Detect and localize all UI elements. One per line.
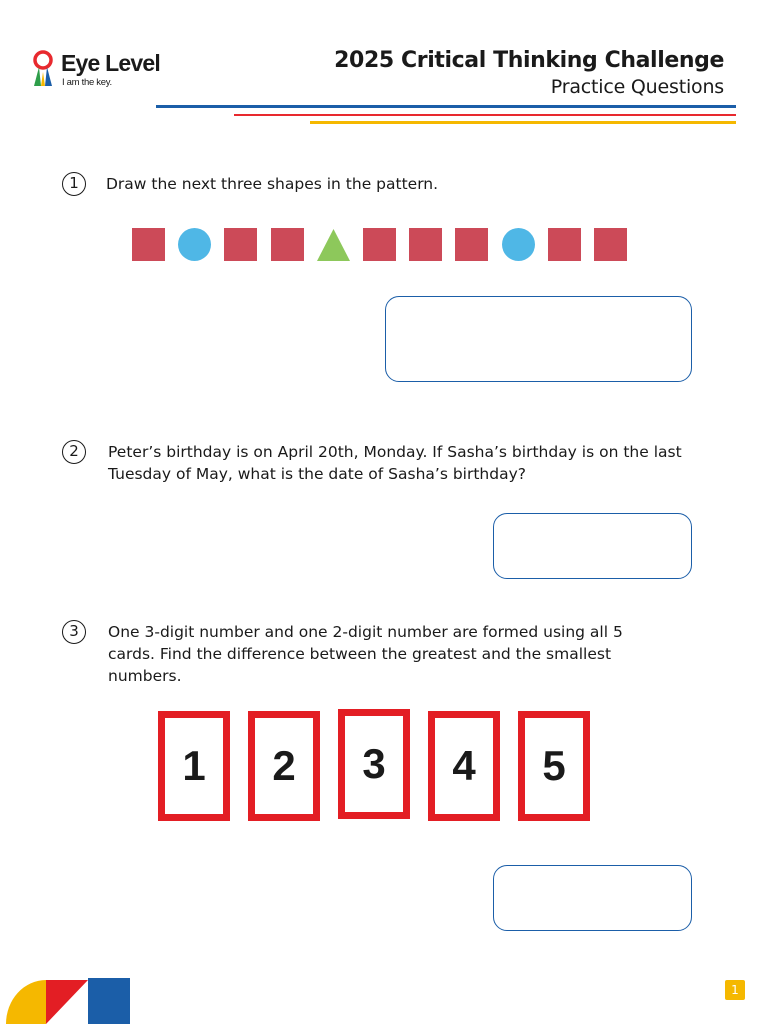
question-text-line: Peter’s birthday is on April 20th, Monday. If Sasha’s birthday is on the last bbox=[108, 443, 682, 461]
header-divider-blue bbox=[156, 105, 736, 108]
question-text-line: cards. Find the difference between the greatest and the smallest bbox=[108, 645, 612, 663]
footer-brand-shapes bbox=[0, 976, 132, 1024]
question-text-line: One 3-digit number and one 2-digit number are formed using all 5 bbox=[108, 623, 623, 641]
page-number: 1 bbox=[725, 980, 745, 1000]
question-text-line: Tuesday of May, what is the date of Sasha’s birthday? bbox=[108, 465, 526, 483]
answer-box-3[interactable] bbox=[493, 865, 692, 931]
question-text: Draw the next three shapes in the pattern. bbox=[106, 175, 439, 193]
question-number: 3 bbox=[62, 620, 86, 644]
question-number: 1 bbox=[62, 172, 86, 196]
question-text-line: numbers. bbox=[108, 667, 182, 685]
pattern-square bbox=[224, 228, 257, 261]
pattern-triangle bbox=[317, 228, 350, 261]
answer-box-2[interactable] bbox=[493, 513, 692, 579]
pattern-square bbox=[132, 228, 165, 261]
number-card-1: 1 bbox=[158, 711, 230, 821]
page-title: 2025 Critical Thinking Challenge bbox=[334, 48, 724, 73]
brand-name: Eye Level bbox=[61, 50, 160, 76]
shape-pattern bbox=[0, 226, 768, 266]
pattern-square bbox=[548, 228, 581, 261]
pattern-square bbox=[409, 228, 442, 261]
question-number: 2 bbox=[62, 440, 86, 464]
pattern-circle bbox=[502, 228, 535, 261]
header-divider-yellow bbox=[310, 121, 736, 124]
number-card-5: 5 bbox=[518, 711, 590, 821]
pattern-square bbox=[455, 228, 488, 261]
number-card-2: 2 bbox=[248, 711, 320, 821]
pattern-square bbox=[363, 228, 396, 261]
page-subtitle: Practice Questions bbox=[550, 76, 724, 98]
pattern-circle bbox=[178, 228, 211, 261]
answer-box-1[interactable] bbox=[385, 296, 692, 382]
eye-level-logo bbox=[32, 50, 182, 90]
number-card-3: 3 bbox=[338, 709, 410, 819]
key-icon bbox=[32, 50, 54, 88]
header-divider-red bbox=[234, 114, 736, 116]
pattern-square bbox=[594, 228, 627, 261]
brand-tagline: I am the key. bbox=[62, 77, 112, 88]
pattern-square bbox=[271, 228, 304, 261]
number-card-4: 4 bbox=[428, 711, 500, 821]
